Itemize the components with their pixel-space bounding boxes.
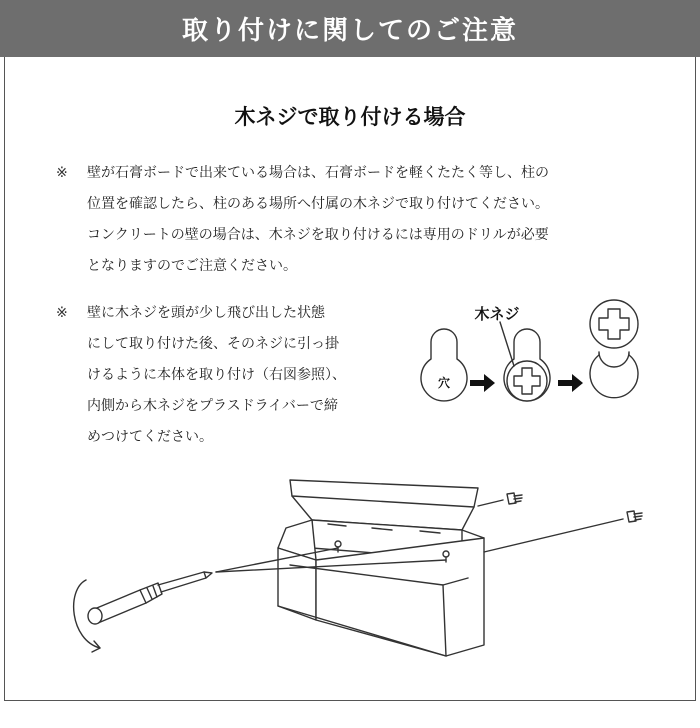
- keyhole-screw-diagram: [500, 322, 550, 401]
- note1-line: 壁が石膏ボードで出来ている場合は、石膏ボードを軽くたたく等し、柱の: [87, 165, 549, 181]
- arrow-right-icon: [558, 374, 583, 392]
- case-illustration: [278, 480, 484, 656]
- keyhole-outline-icon: [421, 329, 467, 401]
- screw-label: 木ネジ: [474, 305, 520, 323]
- guide-line: [484, 519, 623, 552]
- screw-label-leader: [500, 322, 514, 366]
- guide-line: [478, 500, 503, 506]
- note1-line: 位置を確認したら、柱のある場所へ付属の木ネジで取り付けてください。: [87, 196, 549, 212]
- screw-icon: [507, 493, 522, 504]
- keyhole-hole-diagram: [421, 329, 467, 401]
- arrow-right-icon: [470, 374, 495, 392]
- note2-mark: ※: [56, 305, 68, 321]
- screw-icon: [627, 511, 642, 522]
- header-title: 取り付けに関してのご注意: [181, 16, 518, 46]
- note2-line: けるように本体を取り付け（右図参照）、: [87, 367, 346, 383]
- section-heading: 木ネジで取り付ける場合: [234, 105, 466, 129]
- note1-mark: ※: [56, 165, 68, 181]
- note2-line: 壁に木ネジを頭が少し飛び出した状態: [87, 305, 325, 321]
- note2-line: 内側から木ネジをプラスドライバーで締: [87, 398, 338, 414]
- hole-label: 穴: [437, 376, 451, 390]
- note1-line: となりますのでご注意ください。: [87, 258, 297, 274]
- screwdriver-icon: [88, 572, 212, 624]
- keyhole-outline-icon: [590, 352, 638, 398]
- note2-line: めつけてください。: [87, 429, 213, 445]
- note1-line: コンクリートの壁の場合は、木ネジを取り付けるには専用のドリルが必要: [87, 227, 549, 243]
- keyhole-slid-diagram: [590, 300, 638, 398]
- note2-line: にして取り付けた後、そのネジに引っ掛: [87, 336, 339, 352]
